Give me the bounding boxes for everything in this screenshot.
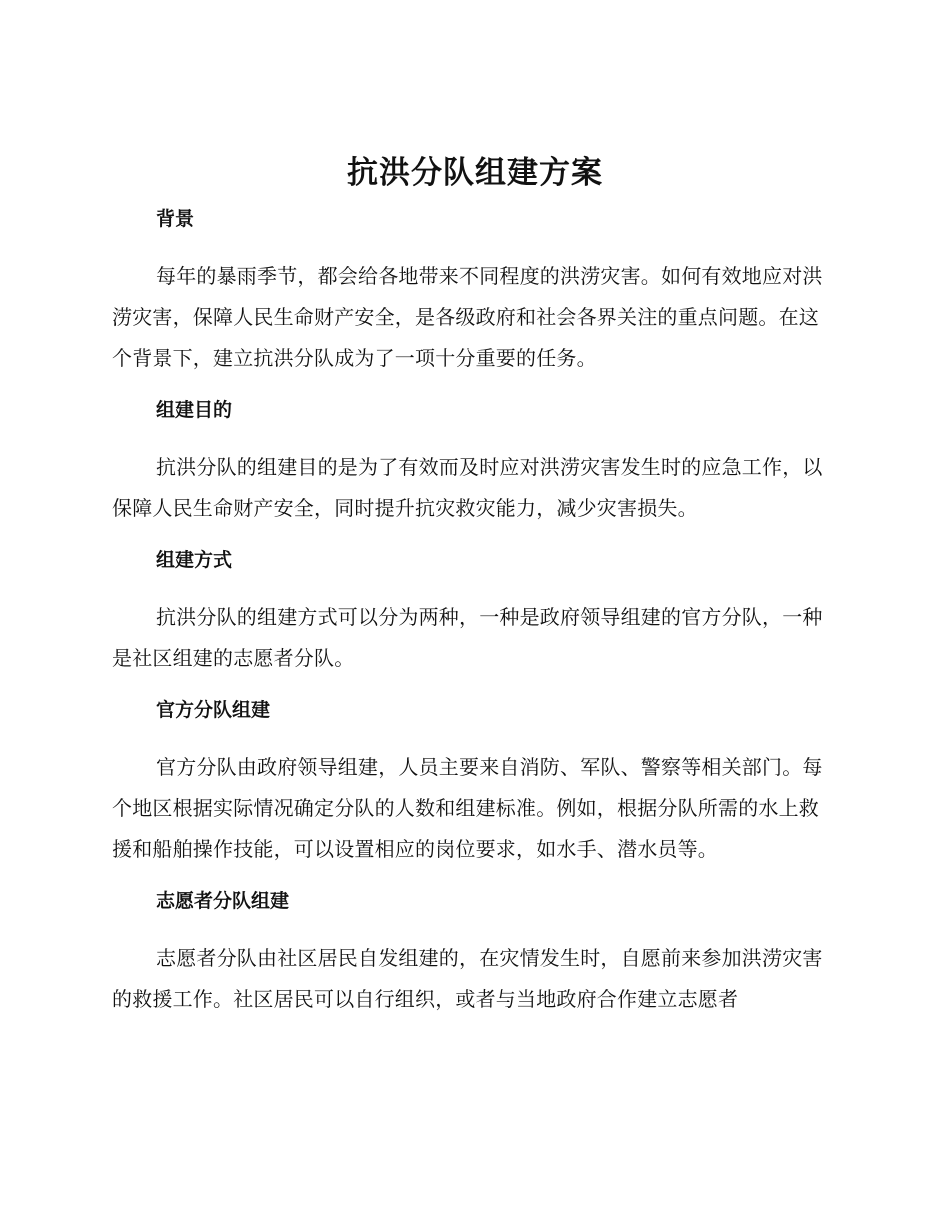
section-purpose [112,393,832,543]
section-paragraph: 官方分队由政府领导组建，人员主要来自消防、军队、警察等相关部门。每个地区根据实际情况确定分队的人数和组建标准。例如，根据分队所需的水上救援和船舶操作技能，可以设置相应的岗位要求，如水手、潜水员等。 [112,755,823,861]
section-heading: 背景 [156,208,195,230]
section-method [112,543,832,693]
section-background [112,202,832,393]
section-heading: 志愿者分队组建 [156,890,290,912]
section-paragraph: 抗洪分队的组建方式可以分为两种，一种是政府领导组建的官方分队，一种是社区组建的志愿者分队。 [112,605,823,670]
section-paragraph: 志愿者分队由社区居民自发组建的，在灾情发生时，自愿前来参加洪涝灾害的救援工作。社区居民可以自行组织，或者与当地政府合作建立志愿者 [112,946,823,1011]
section-paragraph: 抗洪分队的组建目的是为了有效而及时应对洪涝灾害发生时的应急工作，以保障人民生命财产安全，同时提升抗灾救灾能力，减少灾害损失。 [112,455,823,520]
section-heading: 组建方式 [156,549,233,571]
section-volunteer-team [112,884,832,1020]
document-body [112,202,832,1020]
section-paragraph: 每年的暴雨季节，都会给各地带来不同程度的洪涝灾害。如何有效地应对洪涝灾害，保障人民生命财产安全，是各级政府和社会各界关注的重点问题。在这个背景下，建立抗洪分队成为了一项十分重要的任务。 [112,264,823,370]
section-official-team [112,693,832,884]
section-heading: 官方分队组建 [156,699,271,721]
document-title: 抗洪分队组建方案 [347,155,603,191]
section-heading: 组建目的 [156,399,233,421]
